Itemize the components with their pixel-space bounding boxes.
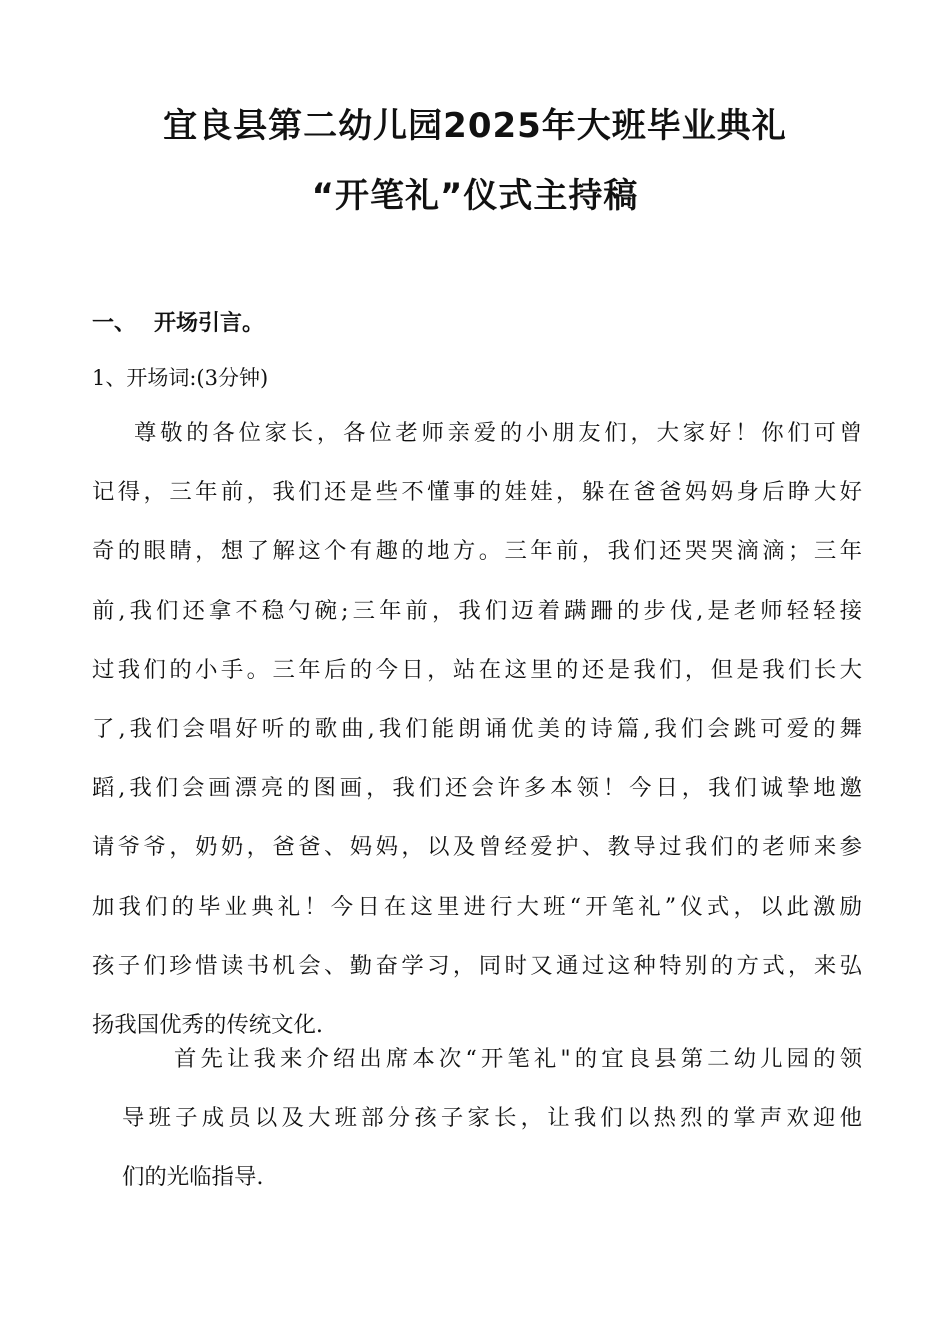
paragraph-line: 首先让我来介绍出席本次“开笔礼"的宜良县第二幼儿园的领 bbox=[174, 1046, 862, 1072]
paragraph-line: 了,我们会唱好听的歌曲,我们能朗诵优美的诗篇,我们会跳可爱的舞 bbox=[92, 715, 862, 742]
section-number: 一、 bbox=[92, 311, 137, 336]
paragraph-line: 前,我们还拿不稳勺碗;三年前，我们迈着蹒跚的步伐,是老师轻轻接 bbox=[92, 597, 862, 624]
paragraph-introduction bbox=[122, 1038, 862, 1216]
paragraph-opening bbox=[92, 412, 862, 1063]
paragraph-line: 尊敬的各位家长，各位老师亲爱的小朋友们，大家好！你们可曾 bbox=[134, 420, 862, 446]
paragraph-line: 过我们的小手。三年后的今日，站在这里的还是我们，但是我们长大 bbox=[92, 656, 862, 683]
paragraph-line: 奇的眼睛，想了解这个有趣的地方。三年前，我们还哭哭滴滴；三年 bbox=[92, 538, 862, 565]
paragraph-line: 加我们的毕业典礼！今日在这里进行大班“开笔礼”仪式，以此激励 bbox=[92, 893, 862, 920]
section-heading bbox=[92, 308, 264, 340]
subheading-opening-speech: 1、开场词:(3分钟) bbox=[92, 366, 269, 390]
paragraph-line: 孩子们珍惜读书机会、勤奋学习，同时又通过这种特别的方式，来弘 bbox=[92, 952, 862, 979]
paragraph-line: 扬我国优秀的传统文化. bbox=[92, 1011, 324, 1038]
section-title: 开场引言。 bbox=[154, 311, 265, 336]
paragraph-line: 导班子成员以及大班部分孩子家长，让我们以热烈的掌声欢迎他 bbox=[122, 1105, 862, 1132]
document-title-line-1: 宜良县第二幼儿园2025年大班毕业典礼 bbox=[163, 106, 787, 146]
paragraph-line: 记得，三年前，我们还是些不懂事的娃娃，躲在爸爸妈妈身后睁大好 bbox=[92, 479, 862, 506]
paragraph-line: 蹈,我们会画漂亮的图画，我们还会许多本领！今日，我们诚挚地邀 bbox=[92, 775, 862, 802]
paragraph-line: 请爷爷，奶奶，爸爸、妈妈，以及曾经爱护、教导过我们的老师来参 bbox=[92, 834, 862, 861]
document-title-line-2: “开笔礼”仪式主持稿 bbox=[311, 176, 639, 216]
paragraph-line: 们的光临指导. bbox=[122, 1164, 264, 1191]
